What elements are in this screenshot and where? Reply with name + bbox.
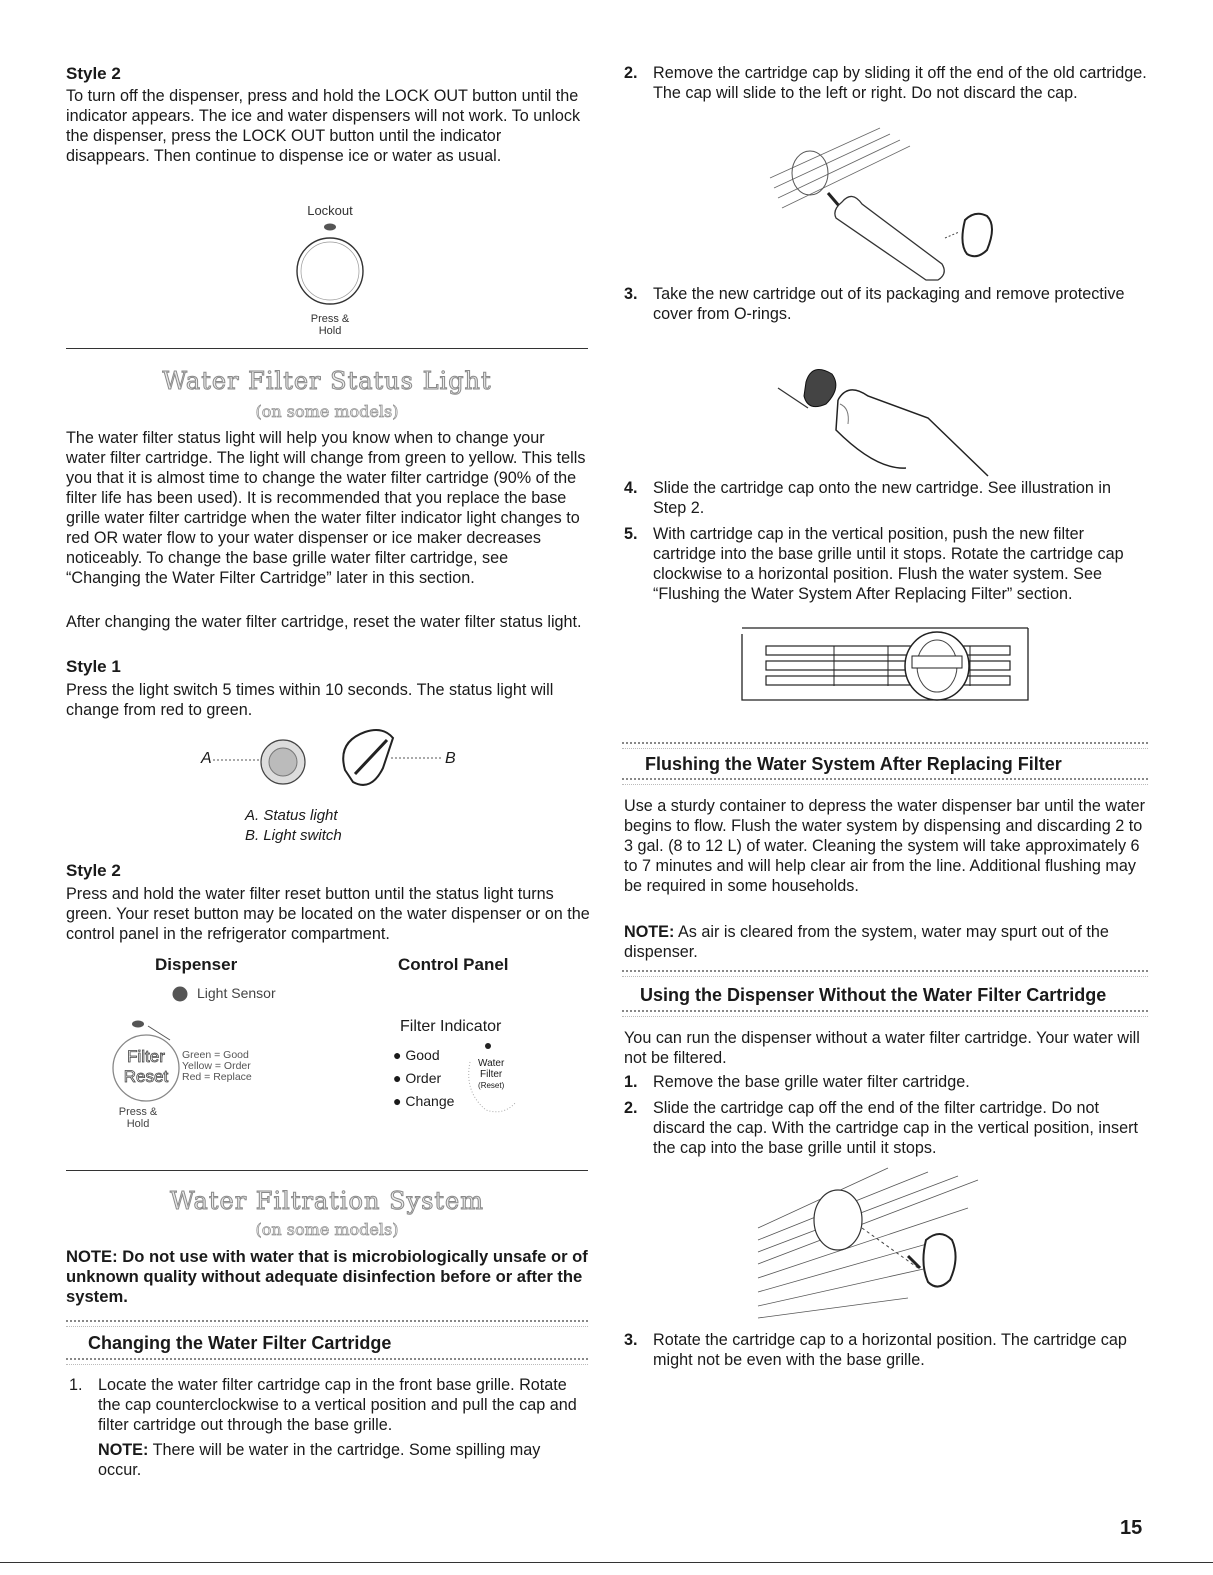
light-sensor-dot-icon [171, 985, 189, 1003]
without-step-1: 1. Remove the base grille water filter cartridge. [624, 1073, 970, 1091]
lockout-press-hold: Press & Hold [310, 313, 350, 337]
without-filter-paragraph: You can run the dispenser without a water filter cartridge. Your water will not be filtered. [624, 1029, 1140, 1067]
without-step-3: 3. Rotate the cartridge cap to a horizontal position. The cartridge cap might not be even with the base grille. [624, 1331, 1127, 1369]
remove-cap-illustration [770, 128, 1070, 278]
section-title-filtration: Water Filtration System [169, 1187, 485, 1215]
filter-indicator-label: Filter Indicator [400, 1018, 502, 1035]
step-4: 4. Slide the cartridge cap onto the new cartridge. See illustration in Step 2. [624, 479, 1112, 517]
filtration-warning-note: NOTE: Do not use with water that is microbiologically unsafe or of unknown quality without adequate disinfection before or after the system. [66, 1247, 588, 1306]
flushing-paragraph: Use a sturdy container to depress the water dispenser bar until the water begins to flow. Flush the water system by dispensing and discarding 2 to 3 gal. (8 to 12 L) of water. Cleaning the system will take approximately 6 to 7 minutes and will help clear air from the line. Additional flushing may be required in some households. [624, 797, 1145, 895]
label-a: A [201, 750, 212, 767]
status-light-reset-paragraph: After changing the water filter cartridge, reset the water filter status light. [66, 613, 582, 631]
control-panel-label: Control Panel [398, 955, 509, 974]
section-divider [66, 348, 588, 349]
dotted-rule [66, 1358, 588, 1365]
style1-text: Press the light switch 5 times within 10 seconds. The status light will change from red to green. [66, 681, 554, 719]
section-subtitle-filtration: (on some models) [255, 1220, 399, 1239]
flushing-note: NOTE: As air is cleared from the system, water may spurt out of the dispenser. [624, 923, 1109, 961]
style1-heading: Style 1 [66, 657, 121, 676]
section-divider [66, 1170, 588, 1171]
flushing-heading: Flushing the Water System After Replacing Filter [645, 754, 1062, 774]
dotted-rule [622, 778, 1148, 785]
filter-press-hold: Press & Hold [118, 1106, 158, 1130]
changing-step-1: 1. Locate the water filter cartridge cap in the front base grille. Rotate the cap counterclockwise to a vertical position and pull the cap and filter cartridge out through the base grille. [69, 1376, 577, 1434]
remove-protective-cover-illustration [778, 360, 1018, 480]
label-b: B [445, 750, 456, 767]
indicator-change: ● Change [393, 1093, 455, 1109]
lockout-label: Lockout [307, 203, 353, 218]
filter-reset-figure [106, 1018, 306, 1138]
dotted-rule [622, 742, 1148, 749]
status-light-figure [195, 728, 465, 808]
without-step-2: 2. Slide the cartridge cap off the end of the filter cartridge. Do not discard the cap. With the cartridge cap in the vertical position, insert the cap into the base grille until it stops. [624, 1099, 1138, 1157]
caption-light-switch: B. Light switch [245, 827, 342, 844]
light-sensor-label: Light Sensor [197, 985, 276, 1001]
style2-reset-text: Press and hold the water filter reset button until the status light turns green. Your reset button may be located on the water dispenser or on the control panel in the refrigerator compartment. [66, 885, 590, 943]
section-title-status-light: Water Filter Status Light [162, 367, 492, 395]
indicator-good: ● Good [393, 1047, 440, 1063]
step-2: 2. Remove the cartridge cap by sliding it off the end of the old cartridge. The cap will slide to the left or right. Do not discard the cap. [624, 64, 1147, 102]
footer-rule [0, 1562, 1213, 1563]
section-subtitle-status-light: (on some models) [255, 402, 399, 421]
color-legend: Green = Good Yellow = Order Red = Replace [182, 1049, 252, 1083]
changing-step-1-note: NOTE: There will be water in the cartridge. Some spilling may occur. [98, 1441, 541, 1479]
dotted-rule [622, 1010, 1148, 1017]
indicator-order: ● Order [393, 1070, 442, 1086]
dotted-rule [622, 970, 1148, 977]
status-light-paragraph: The water filter status light will help you know when to change your water filter cartridge. The light will change from green to yellow. This tells you that it is almost time to change the water filter cartridge (90% of the filter life has been used). It is recommended that you replace the base grille water filter cartridge when the water filter indicator light changes to red OR water flow to your water dispenser or ice maker decreases noticeably. To change the base grille water filter cartridge, see “Changing the Water Filter Cartridge” later in this section. [66, 429, 586, 587]
dotted-rule [66, 1320, 588, 1327]
style2-lockout-heading: Style 2 [66, 64, 121, 83]
caption-status-light: A. Status light [245, 807, 338, 824]
page-number: 15 [1120, 1517, 1143, 1539]
status-light-and-switch-icon [195, 728, 465, 808]
style2-lockout-text: To turn off the dispenser, press and hold the LOCK OUT button until the indicator appears. The ice and water dispensers will not work. To unlock the dispenser, press the LOCK OUT button until the indicator disappears. Then continue to dispense ice or water as usual. [66, 87, 581, 165]
dispenser-label: Dispenser [155, 955, 238, 974]
base-grille-illustration [738, 628, 1038, 708]
filter-reset-text: Filter Reset [123, 1047, 169, 1086]
filter-indicator-list [393, 1044, 454, 1113]
without-filter-heading: Using the Dispenser Without the Water Filter Cartridge [640, 985, 1107, 1005]
changing-cartridge-heading: Changing the Water Filter Cartridge [88, 1333, 392, 1353]
step-3: 3. Take the new cartridge out of its packaging and remove protective cover from O-rings. [624, 285, 1125, 323]
lockout-button-icon [270, 221, 390, 321]
insert-cap-illustration [758, 1168, 1018, 1328]
style2-reset-heading: Style 2 [66, 861, 121, 880]
lockout-figure [270, 203, 390, 343]
step-5: 5. With cartridge cap in the vertical position, push the new filter cartridge into the base grille until it stops. Rotate the cartridge cap clockwise to a horizontal position. Flush the water system. See “Flushing the Water System After Replacing Filter” section. [624, 525, 1124, 603]
water-filter-reset-text: Water Filter (Reset) [478, 1058, 505, 1090]
